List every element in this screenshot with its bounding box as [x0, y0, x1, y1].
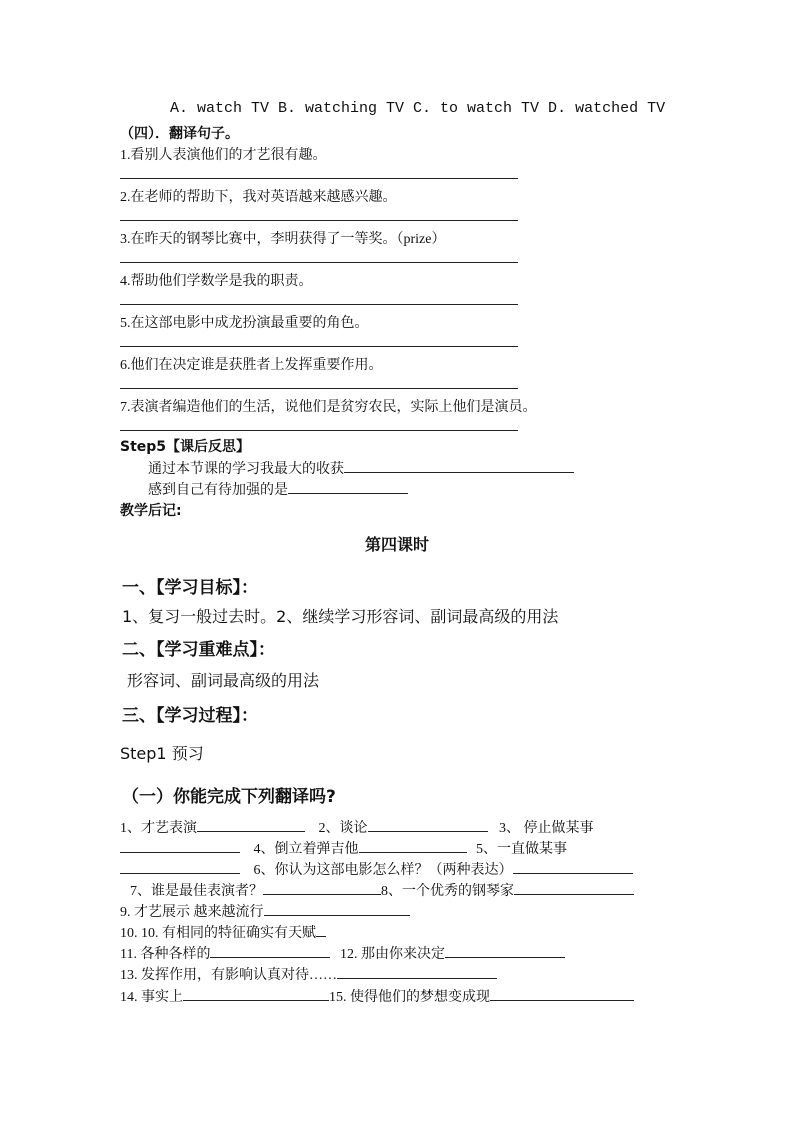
- exercise-row-4: [130, 880, 634, 900]
- item-4-blank[interactable]: [359, 838, 467, 853]
- item-5-blank[interactable]: [120, 859, 240, 874]
- item-7-blank[interactable]: [263, 880, 381, 895]
- item-11-label: 11. 各种各样的: [120, 947, 211, 962]
- exercise-row-8: [120, 964, 497, 984]
- item-1-blank[interactable]: [197, 817, 305, 832]
- item-15-blank[interactable]: [490, 986, 634, 1001]
- item-5-label: 5、一直做某事: [476, 842, 567, 857]
- exercise-heading: （一）你能完成下列翻译吗?: [122, 787, 336, 807]
- item-12-blank[interactable]: [445, 943, 565, 958]
- item-1-label: 1、才艺表演: [120, 821, 197, 836]
- answer-line-4[interactable]: [120, 304, 518, 305]
- item-8-label: 8、一个优秀的钢琴家: [381, 884, 514, 899]
- teaching-notes-label: 教学后记:: [120, 503, 182, 519]
- item-7-label: 7、谁是最佳表演者？: [130, 884, 263, 899]
- item-10-blank[interactable]: [316, 922, 326, 937]
- item-2-label: 2、谈论: [318, 821, 368, 836]
- exercise-row-3: [120, 859, 633, 879]
- item-8-blank[interactable]: [514, 880, 634, 895]
- item-12-label: 12. 那由你来决定: [339, 947, 445, 962]
- item-6-label: 6、你认为这部电影怎么样？（两种表达）: [253, 863, 513, 878]
- process-heading: 三、【学习过程】：: [122, 706, 258, 726]
- goals-heading: 一、【学习目标】：: [122, 578, 258, 598]
- difficulty-heading: 二、【学习重难点】：: [122, 640, 275, 660]
- answer-line-3[interactable]: [120, 262, 518, 263]
- item-4-label: 4、倒立着弹吉他: [253, 842, 359, 857]
- reflection-blank-1[interactable]: [344, 458, 574, 473]
- reflection-line-1: [148, 458, 574, 478]
- exercise-row-6: [120, 922, 326, 942]
- item-9-label: 9. 才艺展示 越来越流行: [120, 905, 264, 920]
- item-6-blank[interactable]: [513, 859, 633, 874]
- item-13-label: 13. 发挥作用，有影响认真对待……: [120, 968, 337, 983]
- item-3-label: 3、 停止做某事: [499, 821, 594, 836]
- step5-heading: Step5【课后反思】: [120, 439, 251, 455]
- reflection-line-2: [148, 479, 408, 499]
- translate-item-4: 4.帮助他们学数学是我的职责。: [120, 274, 313, 289]
- item-11-blank[interactable]: [210, 943, 330, 958]
- reflection-prompt-2: 感到自己有待加强的是: [148, 483, 288, 498]
- answer-line-1[interactable]: [120, 178, 518, 179]
- translate-item-3: 3.在昨天的钢琴比赛中，李明获得了一等奖。（prize）: [120, 232, 446, 247]
- goals-text: 1、复习一般过去时。2、继续学习形容词、副词最高级的用法: [122, 607, 559, 626]
- lesson-title: 第四课时: [365, 535, 430, 554]
- exercise-row-7: [120, 943, 565, 963]
- translate-item-5: 5.在这部电影中成龙扮演最重要的角色。: [120, 316, 369, 331]
- step1-heading: Step1 预习: [120, 744, 204, 763]
- item-14-label: 14. 事实上: [120, 990, 183, 1005]
- item-10-label: 10. 10. 有相同的特征确实有天赋: [120, 926, 316, 941]
- exercise-row-5: [120, 901, 410, 921]
- answer-line-6[interactable]: [120, 388, 518, 389]
- item-9-blank[interactable]: [264, 901, 410, 916]
- reflection-blank-2[interactable]: [288, 479, 408, 494]
- item-3-blank[interactable]: [120, 838, 240, 853]
- item-2-blank[interactable]: [368, 817, 488, 832]
- exercise-row-2: [120, 838, 567, 858]
- answer-line-5[interactable]: [120, 346, 518, 347]
- item-13-blank[interactable]: [337, 964, 497, 979]
- item-14-blank[interactable]: [183, 986, 329, 1001]
- options-line: A. watch TV B. watching TV C. to watch TV D. watched TV: [170, 100, 666, 117]
- difficulty-text: 形容词、副词最高级的用法: [127, 671, 320, 690]
- item-15-label: 15. 使得他们的梦想变成现: [329, 990, 490, 1005]
- exercise-row-9: [120, 986, 634, 1006]
- answer-line-7[interactable]: [120, 430, 518, 431]
- exercise-row-1: [120, 817, 594, 837]
- translate-item-1: 1.看别人表演他们的才艺很有趣。: [120, 148, 327, 163]
- reflection-prompt-1: 通过本节课的学习我最大的收获: [148, 462, 344, 477]
- answer-line-2[interactable]: [120, 220, 518, 221]
- translate-item-6: 6.他们在决定谁是获胜者上发挥重要作用。: [120, 358, 383, 373]
- section4-heading: （四）．翻译句子。: [120, 126, 239, 142]
- translate-item-2: 2.在老师的帮助下，我对英语越来越感兴趣。: [120, 190, 397, 205]
- translate-item-7: 7.表演者编造他们的生活，说他们是贫穷农民，实际上他们是演员。: [120, 400, 537, 415]
